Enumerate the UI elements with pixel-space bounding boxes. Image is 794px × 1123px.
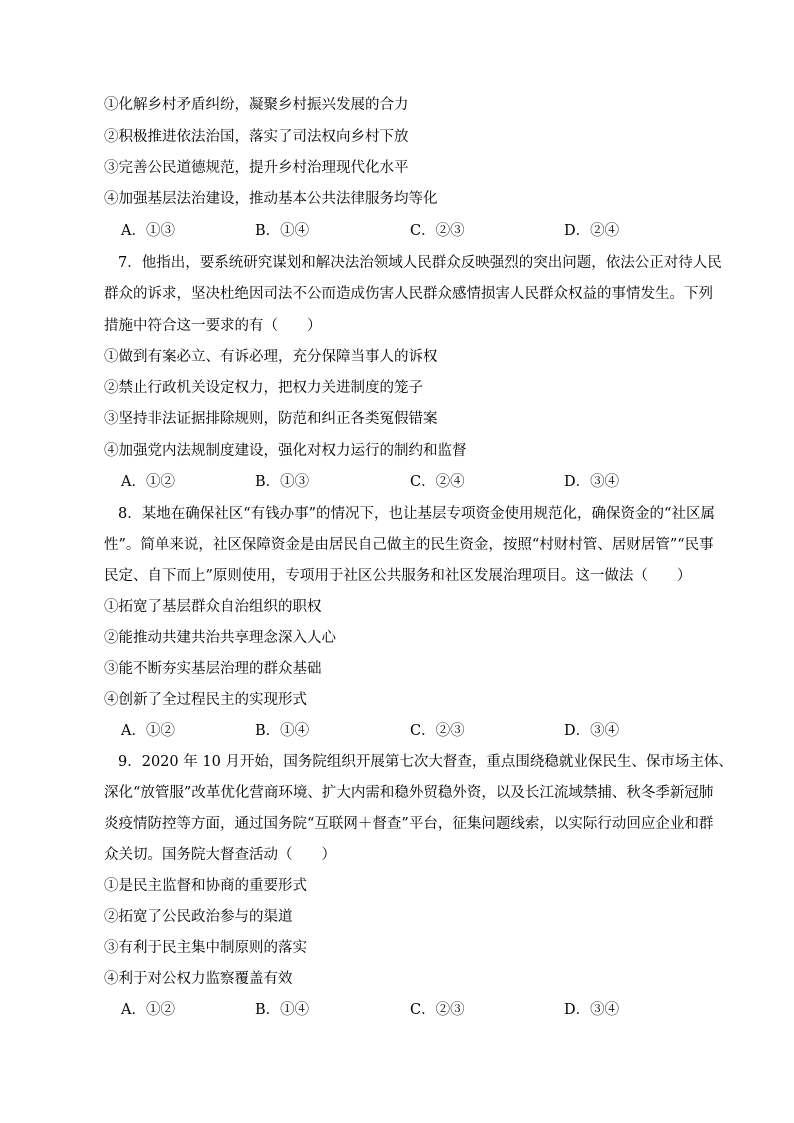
q8-option-a: A．①②: [121, 723, 175, 739]
q7-option-c: C．②④: [410, 474, 465, 490]
q8-statement-4: ④创新了全过程民主的实现形式: [104, 692, 307, 708]
q8-stem-line-2: 性”。简单来说，社区保障资金是由居民自己做主的民生资金，按照“村财村管、居财居管”“民事: [104, 537, 714, 553]
q7-stem-line-3: 措施中符合这一要求的有（ ）: [104, 318, 322, 334]
q9-option-d: D．③④: [564, 1002, 620, 1018]
q8-statement-1: ①拓宽了基层群众自治组织的职权: [104, 599, 322, 615]
q7-statement-1: ①做到有案必立、有诉必理，充分保障当事人的诉权: [104, 349, 438, 365]
q8-option-b: B．①④: [255, 723, 310, 739]
q7-stem-line-1: 7．他指出，要系统研究谋划和解决法治领域人民群众反映强烈的突出问题，依法公正对待人民: [118, 255, 722, 271]
q6-statement-2: ②积极推进依法治国，落实了司法权向乡村下放: [104, 129, 409, 145]
q8-option-c: C．②③: [410, 723, 465, 739]
q8-statement-2: ②能推动共建共治共享理念深入人心: [104, 630, 336, 646]
q9-option-a: A．①②: [121, 1002, 175, 1018]
q9-statement-1: ①是民主监督和协商的重要形式: [104, 878, 307, 894]
q9-option-b: B．①④: [255, 1002, 310, 1018]
q6-statement-1: ①化解乡村矛盾纠纷，凝聚乡村振兴发展的合力: [104, 97, 409, 113]
q9-option-c: C．②③: [410, 1002, 465, 1018]
q7-statement-4: ④加强党内法规制度建设，强化对权力运行的制约和监督: [104, 443, 467, 459]
q9-stem-line-4: 众关切。国务院大督查活动（ ）: [104, 847, 336, 863]
q7-statement-2: ②禁止行政机关设定权力，把权力关进制度的笼子: [104, 380, 423, 396]
q7-option-b: B．①③: [255, 474, 310, 490]
q8-stem-line-3: 民定、自下而上”原则使用，专项用于社区公共服务和社区发展治理项目。这一做法（ ）: [104, 568, 692, 584]
q6-option-b: B．①④: [255, 223, 310, 239]
q8-statement-3: ③能不断夯实基层治理的群众基础: [104, 661, 322, 677]
q6-option-c: C．②③: [410, 223, 465, 239]
q9-stem-line-1: 9．2020 年 10 月开始，国务院组织开展第七次大督查，重点围绕稳就业保民生、保市场主体、: [118, 754, 733, 770]
q9-stem-line-3: 炎疫情防控等方面，通过国务院“互联网＋督查”平台，征集问题线索，以实际行动回应企业和群: [104, 816, 714, 832]
q7-option-d: D．③④: [564, 474, 620, 490]
q9-statement-4: ④利于对公权力监察覆盖有效: [104, 971, 293, 987]
q6-statement-4: ④加强基层法治建设，推动基本公共法律服务均等化: [104, 191, 438, 207]
q9-statement-3: ③有利于民主集中制原则的落实: [104, 940, 307, 956]
q6-statement-3: ③完善公民道德规范，提升乡村治理现代化水平: [104, 160, 409, 176]
q8-stem-line-1: 8．某地在确保社区“有钱办事”的情况下，也让基层专项资金使用规范化，确保资金的“社区属: [118, 506, 715, 522]
q7-stem-line-2: 群众的诉求，坚决杜绝因司法不公而造成伤害人民群众感情损害人民群众权益的事情发生。下列: [104, 286, 713, 302]
q8-option-d: D．③④: [564, 723, 620, 739]
q9-statement-2: ②拓宽了公民政治参与的渠道: [104, 909, 293, 925]
q7-option-a: A．①②: [121, 474, 175, 490]
q6-option-d: D．②④: [564, 223, 620, 239]
q9-stem-line-2: 深化“放管服”改革优化营商环境、扩大内需和稳外贸稳外资，以及长江流域禁捕、秋冬季新冠肺: [104, 785, 714, 801]
q6-option-a: A．①③: [121, 223, 175, 239]
q7-statement-3: ③坚持非法证据排除规则，防范和纠正各类冤假错案: [104, 411, 438, 427]
